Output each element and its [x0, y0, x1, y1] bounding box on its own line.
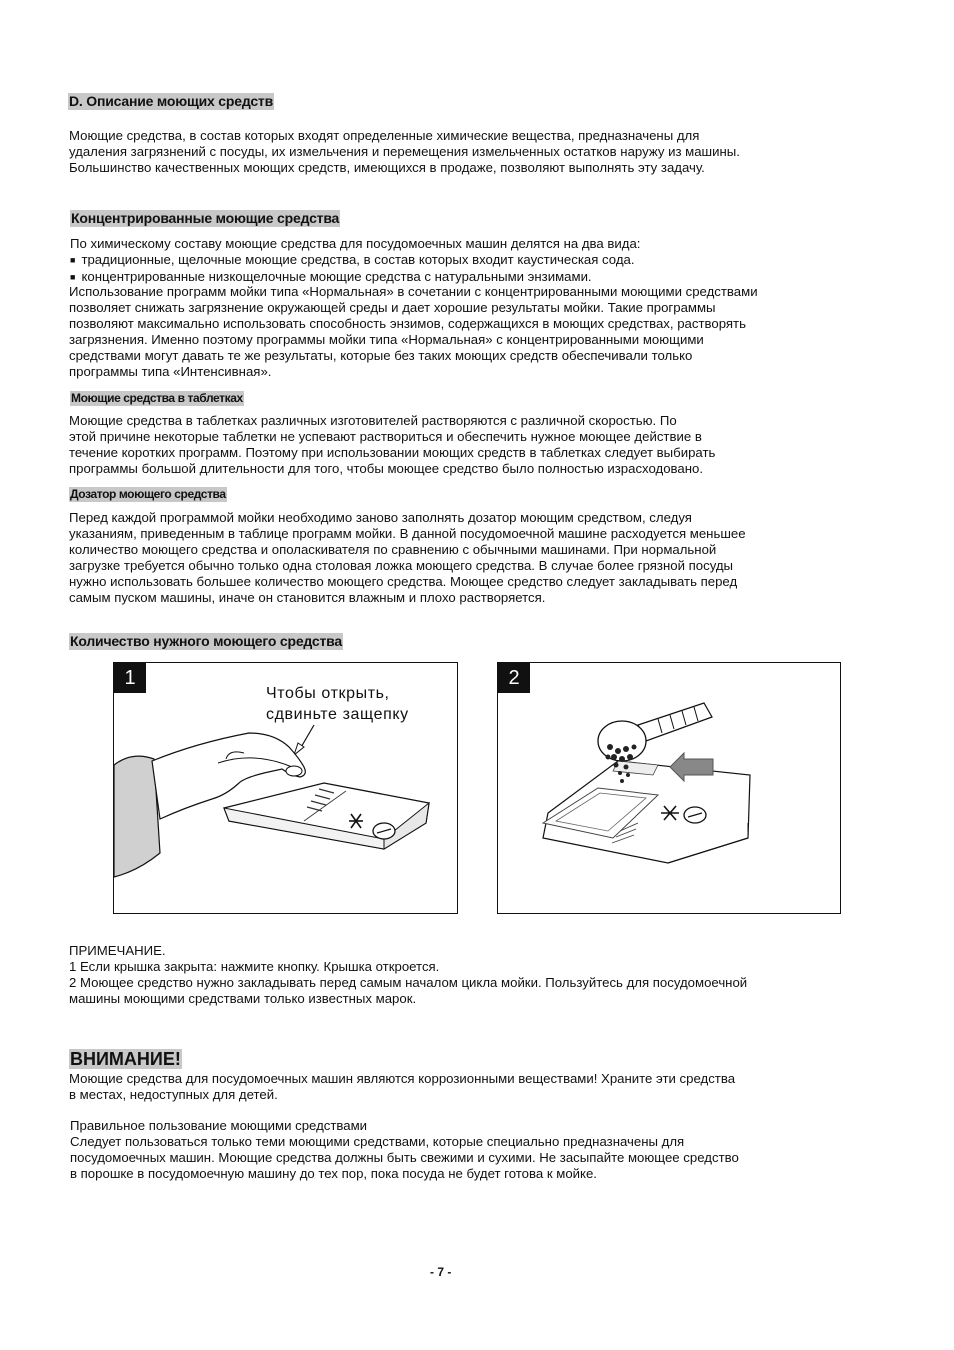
dispenser-hand-illustration [114, 663, 456, 912]
note-block [69, 943, 849, 1007]
tablets-text [69, 413, 839, 477]
figure-1 [113, 662, 458, 914]
text-line: машины моющими средствами только известных марок. [69, 991, 417, 1006]
text-line: Моющие средства в таблетках различных изготовителей растворяются с различной скоростью. По [69, 413, 677, 428]
text-line: программы типа «Интенсивная». [69, 364, 272, 379]
text-line: Большинство качественных моющих средств, имеющихся в продаже, позволяют выполнять эту задачу. [69, 160, 705, 175]
text-line: программы большой длительности для того, чтобы моющее средство было полностью израсходовано. [69, 461, 704, 476]
tablets-title: Моющие средства в таблетках [71, 391, 243, 405]
concentrated-body [69, 284, 839, 380]
text-line: Моющие средства для посудомоечных машин являются коррозионными веществами! Храните эти средства [69, 1071, 736, 1086]
text-line: указаниям, приведенным в таблице программ мойки. В данной посудомоечной машине расходуется меньшее [69, 526, 746, 541]
dispenser-title: Дозатор моющего средства [70, 487, 226, 501]
warning-title: ВНИМАНИЕ! [70, 1049, 181, 1069]
bullet-item: ■ традиционные, щелочные моющие средства, в состав которых входит каустическая сода. [70, 252, 840, 269]
warning-text [69, 1071, 839, 1103]
text-line: позволяют максимально использовать способность энзимов, содержащихся в моющих средствах, растворять [69, 316, 746, 331]
figure-2 [497, 662, 841, 914]
text-line: Следует пользоваться только теми моющими средствами, которые специально предназначены для [70, 1134, 685, 1149]
bullet-item: ■ концентрированные низкощелочные моющие средства с натуральными энзимами. [70, 269, 840, 286]
figure-number: 2 [498, 663, 530, 693]
text-line: самым пуском машины, иначе он становится влажным и плохо растворяется. [69, 590, 546, 605]
figure-caption-line: Чтобы открыть, [266, 685, 390, 702]
text-line: средствами могут давать те же результаты, которые без таких моющих средств обеспечивали только [69, 348, 693, 363]
section-d-text [69, 128, 839, 176]
text-line: течение коротких программ. Поэтому при использовании моющих средств в таблетках следует выбирать [69, 445, 716, 460]
text-line: загрузке требуется обычно только одна столовая ложка моющего средства. В случае более грязной посуды [69, 558, 734, 573]
text-line: Правильное пользование моющими средствами [70, 1118, 368, 1133]
text-line: Моющие средства, в состав которых входят определенные химические вещества, предназначены для [69, 128, 700, 143]
text-line: посудомоечных машин. Моющие средства должны быть свежими и сухими. Не засыпайте моющее средство [70, 1150, 739, 1165]
dispenser-text [69, 510, 839, 606]
text-line: удаления загрязнений с посуды, их измельчения и перемещения измельченных остатков наружу из машины. [69, 144, 740, 159]
text-line: Использование программ мойки типа «Нормальная» в сочетании с концентрированными моющими средствами [69, 284, 758, 299]
text-line: ПРИМЕЧАНИЕ. [69, 943, 166, 958]
text-line: Перед каждой программой мойки необходимо заново заполнять дозатор моющим средством, следуя [69, 510, 692, 525]
text-line: 2 Моющее средство нужно закладывать перед самым началом цикла мойки. Пользуйтесь для посудомоечной [69, 975, 748, 990]
text-line: позволяет снижать загрязнение окружающей среды и дает хорошие результаты мойки. Такие программы [69, 300, 716, 315]
text-line: количество моющего средства и ополаскивателя по сравнению с обычными машинами. При нормальной [69, 542, 717, 557]
concentrated-text [70, 236, 840, 286]
quantity-title: Количество нужного моющего средства [70, 633, 342, 649]
text-line: в местах, недоступных для детей. [69, 1087, 278, 1102]
text-line: По химическому составу моющие средства для посудомоечных машин делятся на два вида: [70, 236, 641, 251]
figure-caption-line: сдвиньте защепку [266, 706, 409, 723]
text-line: нужно использовать большее количество моющего средства. Моющее средство следует закладывать перед [69, 574, 738, 589]
section-d-title: D. Описание моющих средств [69, 93, 273, 109]
text-line: в порошке в посудомоечную машину до тех пор, пока посуда не будет готова к мойке. [70, 1166, 597, 1181]
text-line: загрязнения. Именно поэтому программы мойки типа «Нормальная» с концентрированными моющими [69, 332, 704, 347]
figure-number: 1 [114, 663, 146, 693]
page-number: - 7 - [430, 1265, 452, 1279]
concentrated-title: Концентрированные моющие средства [71, 210, 340, 226]
text-line: этой причине некоторые таблетки не успевают раствориться и обеспечить нужное моющее действие в [69, 429, 702, 444]
detergent-scoop-illustration [498, 663, 839, 912]
text-line: 1 Если крышка закрыта: нажмите кнопку. Крышка откроется. [69, 959, 440, 974]
proper-use-text [70, 1118, 840, 1182]
